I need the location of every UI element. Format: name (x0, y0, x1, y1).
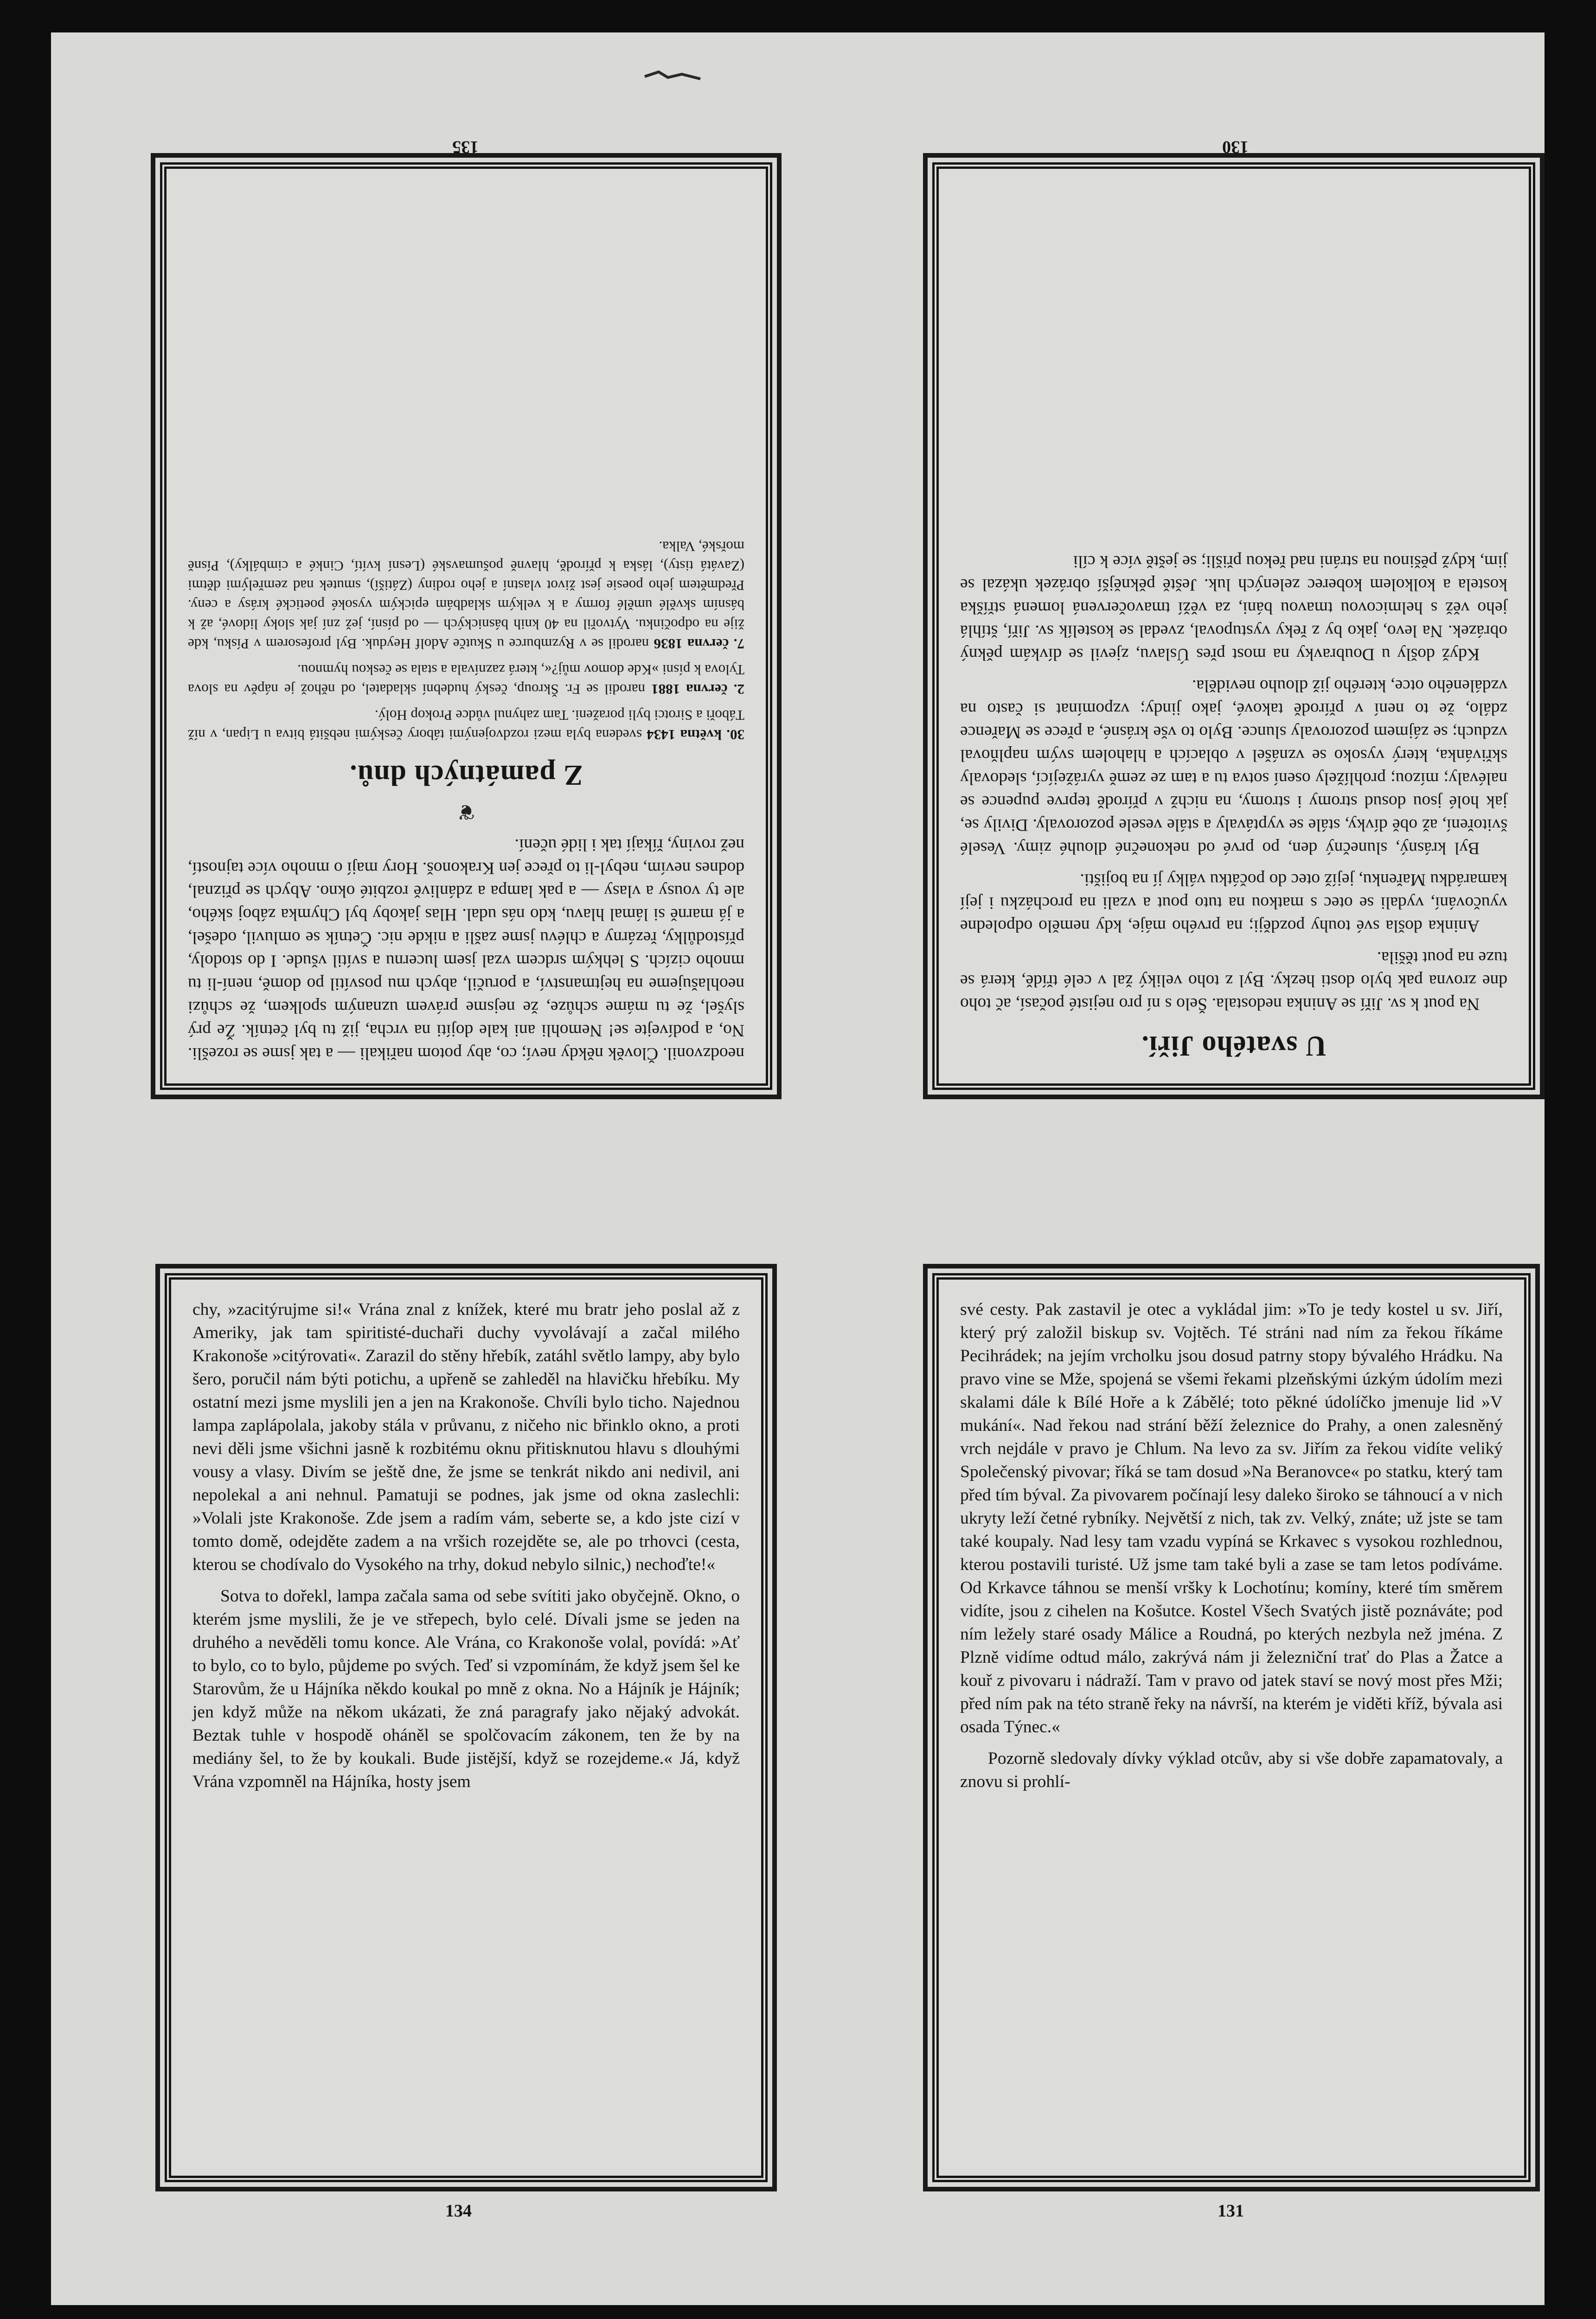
page-130-paragraph: Na pout k sv. Jiří se Aninka nedostala. Šelo s ní pro nejisté počasí, ač toho dne zrovna pak bylo dosti hezky. Byl z toho veliký žal v celé třídě, která se tuze na pout těšila. (960, 948, 1507, 1013)
page-131-panel (932, 1273, 1531, 2182)
page-130-panel (932, 162, 1535, 1090)
page-135-lead-paragraph: neodzvonil. Člověk někdy neví; co, aby potom nařikali — a tak jsme se rozešli. No, a podívejte se! Nemohli ani kale dojíti na vrcha, již tu byl četník. Že prý slyšel, že tu máme schůze, že nejsme právem uznaným spolkem, že schůzi neohlašujeme na hejtmanství, a poručil, abych mu posvítil po domě, není-li tu mnoho cizích. S lehkým srdcem vzal jsem lucernu a svítil všude. I do stodoly, přístodůlky, řezárny a chlévu jsme zašli a nikde nic. Četník se omluvil, odešel, a já marně si lámal hlavu, kdo nás udal. Hlas jakoby byl Chymka záboj ského, ale ty vousy a vlasy — a pak lampa a zdánlivě rozbité okno. Abych se přiznal, dodnes nevím, nebyl-li to přece jen Krakonoš. Hory mají o mnoho více tajností, než roviny, říkají tak i lidé učení. (188, 835, 744, 1063)
page-130-title: U svatého Jiří. (1141, 1030, 1327, 1062)
page-130-paragraph: Aninka došla své touhy později; na prvého máje, kdy nemělo odpoledne vyučování, vydali se otec s matkou na tuto pout a vzali na procházku i její kamarádku Mařenku, jejíž otec do počátku války jí na bojišti. (960, 870, 1507, 935)
page-130-paragraph: Byl krásný, slunečný den, po prvé od nekonečné dlouhé zimy. Veselé švitoření, až obě dívky, stále se vyptávaly a stále vesele pozorovaly. Divily se, jak holé jsou dosud stromy i stromy, na nichž v přírodě teprve pupence se nalévaly; mízou; prohlížely osení sotva tu a tam ze země vyrážející, sledovaly skřivánka, který vysoko se vznášel v oblacích a hlaholem svým naplňoval vzduch; se zájmem pozorovaly slunce. Bylo to vše krásné, a přece se Mařence zdálo, že to není v přírodě takové, jako jindy; vzpomínat si často na vzdáleného otce, kterého již dlouho neviděla. (960, 676, 1507, 858)
page-130-paragraph: Když došly u Doubravky na most přes Úslavu, zjevil se dívkám pěkný obrázek. Na levo, jako by z řeky vystupoval, zvedal se kostelík sv. Jiří, štíhlá jeho věž s helmicovou tmavou báni, za věží tmavočervená lomená stříška kostela a kolkolem koberec zelených luk. Ještě pěknější obrázek ukázal se jim, když pěšinou na stráni nad řekou přišli; se ještě více k cíli (960, 552, 1507, 664)
entry-text: narodil se v Ryzmburce u Skutče Adolf Heyduk. Byl profesorem v Písku, kde žije na odpočinku. Vytvořil na 40 knih básnických — od písní, jež zní jak sloky lidové, až k básním skvělé umělé formy a k velkým skladbám epickým vysoké poetické krásy a ceny. Předmětem jeho poesie jest život vlastní a jeho rodiny (Zátiší), smutek nad zemřelými dětmi (Zavátá tisty), láska k přírodě, hlavně pošumavské (Lesní kvítí, Cinké a cimbálky), Písně mořské, Valka. (187, 538, 744, 652)
ornament-icon: ❦ (457, 800, 475, 824)
page-131-paragraph: Pozorně sledovaly dívky výklad otcův, aby si vše dobře zapamatovaly, a znovu si prohlí- (960, 1749, 1503, 1791)
scan-border-left (0, 0, 51, 2319)
page-134-paragraph: chy, »zacitýrujme si!« Vrána znal z knížek, které mu bratr jeho poslal až z Ameriky, jak tam spiritisté-duchaři duchy vyvolávají a začal milého Krakonoše »citýrovati«. Zarazil do stěny hřebík, zatáhl světlo lampy, aby bylo šero, poručil nám býti potichu, a upřeně se zahleděl na hlavičku hřebíku. My ostatní mezi jsme myslili jen a jen na Krakonoše. Chvíli bylo ticho. Najednou lampa zaplápolala, jakoby stála v průvanu, z ničeho nic břinklo okno, a proti nevi děli jsme všichni jasně k rozbitému oknu přitisknutou hlavu s dlouhými vousy a vlasy. Divím se ještě dne, že jsme se tenkrát nikdo ani nedivil, ani nepolekal a ani nehnul. Pamatuji se podnes, jak jsme od okna zaslechli: »Volali jste Krakonoše. Zde jsem a radím vám, seberte se, a kdo jste cizí v tomto domě, odejděte zadem a na vršich rozejděte se, ale po trhovci (cesta, kterou se chodívalo do Vysokého na trhy, dokud nebylo silnic,) nechoďte!« (192, 1300, 740, 1574)
history-entry (188, 537, 744, 653)
entry-date: 30. května 1434 (647, 727, 744, 743)
page-number-135: 135 (452, 137, 479, 157)
page-number-130: 130 (1222, 137, 1249, 157)
history-entry (188, 705, 744, 744)
page-number-134: 134 (445, 2201, 472, 2221)
page-135-panel (160, 162, 772, 1090)
entry-text: svedena byla mezi rozdvojenými tábory českými nebšitá bitva u Lipan, v níž Táboři a Sirotci byli poraženi. Tam zahynul vůdce Prokop Holý. (188, 707, 744, 743)
section-title-pamatnych-dnu: Z památných dnů. (349, 759, 583, 791)
history-entry (188, 660, 744, 699)
page-number-131: 131 (1218, 2201, 1244, 2221)
scan-border-bottom (0, 2305, 1596, 2319)
ink-smudge (640, 63, 705, 90)
page-131-paragraph: své cesty. Pak zastavil je otec a vykládal jim: »To je tedy kostel u sv. Jiří, který prý založil biskup sv. Vojtěch. Té stráni nad ním za řekou říkáme Pecihrádek; na jejím vrcholku jsou dosud patrny stopy bývalého Hrádku. Na pravo vine se Mže, spojená se všemi řekami plzeňskými úzkým údolím mezi skalami dále k Bílé Hoře a k Zábělé; toto pěkné údolíčko jmenuje lid »V mukání«. Nad řekou nad strání běží železnice do Prahy, a onen zalesněný vrch nejdále v pravo je Chlum. Na levo za sv. Jiřím za řekou vidíte veliký Společenský pivovar; říká se tam dosud »Na Beranovce« po statku, který tam před tím býval. Za pivovarem počínají lesy daleko široko se táhnoucí a v nich ukryty leží četné rybníky. Největší z nich, tak zv. Velký, znáte; už jste se tam také koupaly. Nad lesy tam vzadu vypíná se Krkavec s vysokou rozhlednou, kterou postavili turisté. Už jsme tam také byli a zase se tam letos podíváme. Od Krkavce táhnou se menší vršky k Lochotínu; komíny, které tím směrem vidíte, jsou z cihelen na Košutce. Kostel Všech Svatých jistě poznáváte; pod ním ležely staré osady Málice a Roudná, po kterých nezbyla než jména. Z Plzně vidíme odtud málo, zakrývá nám ji železniční trať do Plas a Žatce a kouř z pivovaru i nádraží. Tam v pravo od jatek staví se nový most přes Mži; před ním pak na této straně řeky na návrší, na kterém je viděti kříž, bývala asi osada Týnec.« (960, 1300, 1503, 1736)
entry-date: 2. června 1881 (651, 681, 744, 698)
scan-border-right (1545, 0, 1596, 2319)
entry-text: narodil se Fr. Škroup, český hudební skladatel, od něhož je nápěv na slova Tylova k písni »Kde domov můj?«, která zaznívala a stala se českou hymnou. (188, 662, 744, 698)
page-134-panel (165, 1273, 768, 2182)
entry-date: 7. června 1836 (654, 636, 744, 652)
page-134-paragraph: Sotva to dořekl, lampa začala sama od sebe svítiti jako obyčejně. Okno, o kterém jsme myslili, že je ve střepech, bylo celé. Dívali jsme se jeden na druhého a nevěděli tomu konce. Ale Vrána, co Krakonoše volal, povídá: »Ať to bylo, co to bylo, půjdeme po svých. Teď si vzpomínám, že když jsem šel ke Starovům, že u Hájníka někdo koukal po mně z okna. No a Hájník je Hájník; jen když může na někom ukázati, že zná paragrafy jako nějaký advokát. Beztak tuhle v hospodě oháněl se spolčovacím zákonem, ten že by na mediány šel, to že by koukali. Bude jistější, když se rozejdeme.« Já, když Vrána vzpomněl na Hájníka, hosty jsem (192, 1587, 740, 1791)
